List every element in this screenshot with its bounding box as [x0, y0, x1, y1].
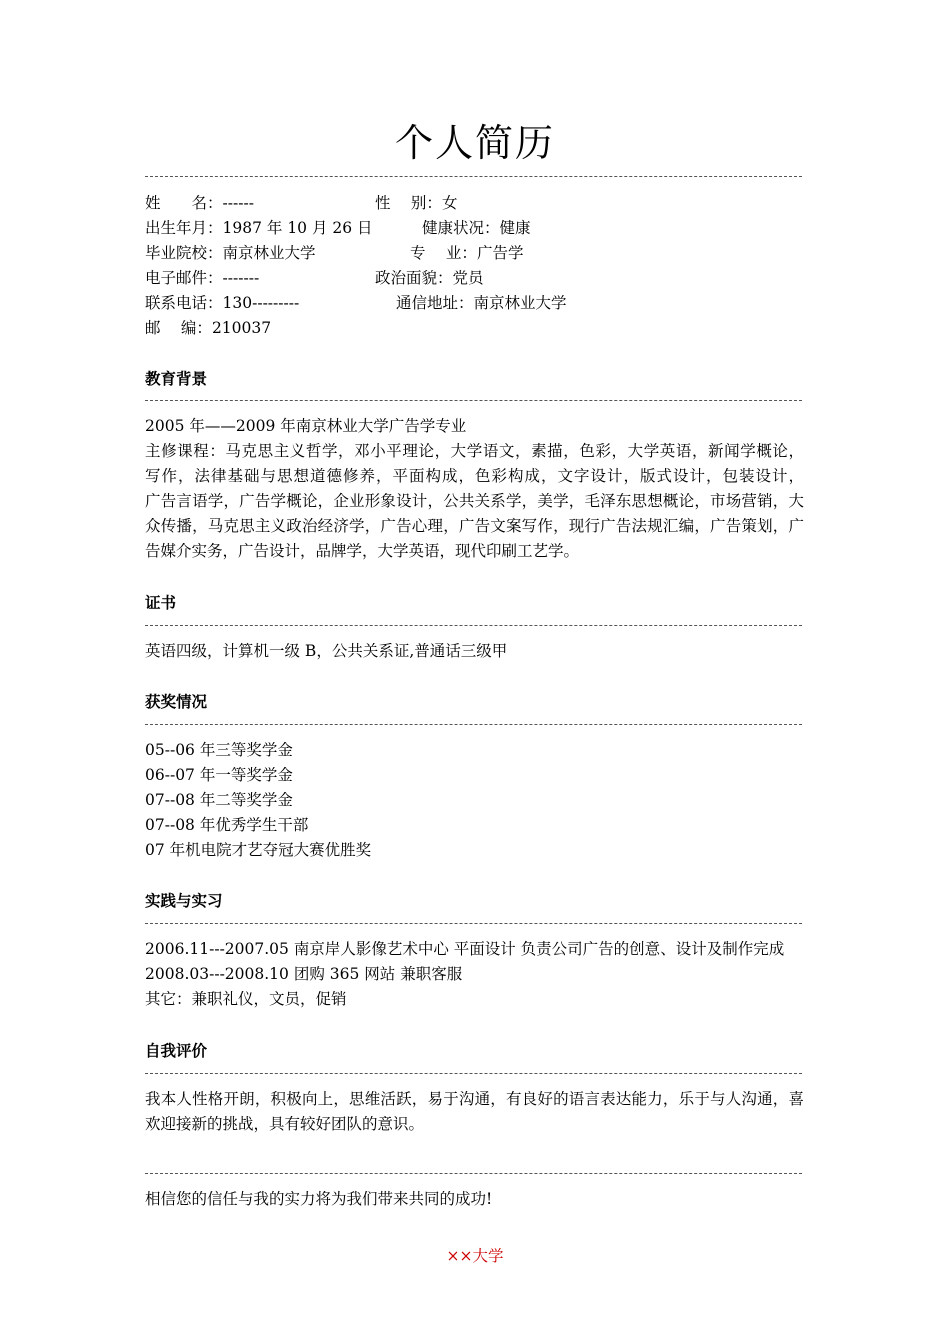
email-label: 电子邮件： — [145, 269, 223, 287]
awards-heading: 获奖情况 — [145, 693, 208, 711]
info-row-health — [422, 218, 531, 238]
award-item: 07 年机电院才艺夺冠大赛优胜奖 — [145, 841, 372, 859]
divider — [145, 1073, 802, 1074]
award-item: 07--08 年二等奖学金 — [145, 791, 293, 809]
email-value: ------- — [222, 269, 260, 287]
award-item: 05--06 年三等奖学金 — [145, 741, 293, 759]
address-value: 南京林业大学 — [473, 294, 567, 312]
award-item: 06--07 年一等奖学金 — [145, 766, 293, 784]
info-row-name — [145, 193, 254, 213]
info-row-gender — [375, 193, 457, 213]
address-label: 通信地址： — [396, 294, 474, 312]
courses-line: 写作，法律基础与思想道德修养，平面构成，色彩构成，文字设计，版式设计，包装设计， — [145, 467, 804, 485]
divider — [145, 724, 802, 725]
page-title: 个人简历 — [394, 121, 555, 165]
footer-text: ××大学 — [446, 1247, 504, 1265]
divider — [145, 1173, 802, 1174]
major-label: 专 业： — [410, 244, 477, 262]
certificates-heading: 证书 — [145, 594, 177, 612]
info-row-school — [145, 243, 316, 263]
politics-value: 党员 — [452, 269, 484, 287]
info-row-address — [396, 293, 567, 313]
courses-line: 告媒介实务，广告设计，品牌学，大学英语，现代印刷工艺学。 — [145, 542, 580, 560]
health-label: 健康状况： — [422, 219, 500, 237]
zip-value: 210037 — [211, 319, 272, 337]
courses-line: 广告言语学，广告学概论，企业形象设计，公共关系学，美学，毛泽东思想概论，市场营销，大 — [145, 492, 804, 510]
divider — [145, 923, 802, 924]
practice-heading: 实践与实习 — [145, 892, 223, 910]
gender-label: 性 别： — [375, 194, 442, 212]
practice-item: 2006.11---2007.05 南京岸人影像艺术中心 平面设计 负责公司广告的创意、设计及制作完成 — [145, 940, 785, 958]
self-evaluation-heading: 自我评价 — [145, 1042, 208, 1060]
divider — [145, 176, 802, 177]
name-label: 姓 名： — [145, 194, 223, 212]
award-item: 07--08 年优秀学生干部 — [145, 816, 309, 834]
info-row-email — [145, 268, 259, 288]
closing-statement: 相信您的信任与我的实力将为我们带来共同的成功! — [145, 1190, 493, 1208]
phone-value: 130--------- — [222, 294, 300, 312]
school-value: 南京林业大学 — [222, 244, 316, 262]
name-value: ------ — [222, 194, 254, 212]
gender-value: 女 — [441, 194, 458, 212]
divider — [145, 400, 802, 401]
certificates-text: 英语四级，计算机一级 B，公共关系证,普通话三级甲 — [145, 642, 508, 660]
education-period: 2005 年——2009 年南京林业大学广告学专业 — [145, 417, 467, 435]
school-label: 毕业院校： — [145, 244, 223, 262]
birth-label: 出生年月： — [145, 219, 223, 237]
info-row-major — [410, 243, 523, 263]
info-row-zip — [145, 318, 271, 338]
courses-line: 众传播，马克思主义政治经济学，广告心理，广告文案写作，现行广告法规汇编，广告策划，广 — [145, 517, 804, 535]
major-value: 广告学 — [476, 244, 524, 262]
info-row-politics — [375, 268, 484, 288]
courses-line: 主修课程：马克思主义哲学，邓小平理论，大学语文，素描，色彩，大学英语，新闻学概论， — [145, 442, 804, 460]
divider — [145, 625, 802, 626]
practice-item: 其它：兼职礼仪，文员，促销 — [145, 990, 347, 1008]
phone-label: 联系电话： — [145, 294, 223, 312]
info-row-phone — [145, 293, 299, 313]
education-heading: 教育背景 — [145, 370, 208, 388]
politics-label: 政治面貌： — [375, 269, 453, 287]
info-row-birth — [145, 218, 373, 238]
birth-value: 1987 年 10 月 26 日 — [222, 219, 373, 237]
zip-label: 邮 编： — [145, 319, 212, 337]
self-evaluation-line: 欢迎接新的挑战，具有较好团队的意识。 — [145, 1115, 425, 1133]
practice-item: 2008.03---2008.10 团购 365 网站 兼职客服 — [145, 965, 463, 983]
self-evaluation-line: 我本人性格开朗，积极向上，思维活跃，易于沟通，有良好的语言表达能力，乐于与人沟通，喜 — [145, 1090, 804, 1108]
health-value: 健康 — [499, 219, 531, 237]
